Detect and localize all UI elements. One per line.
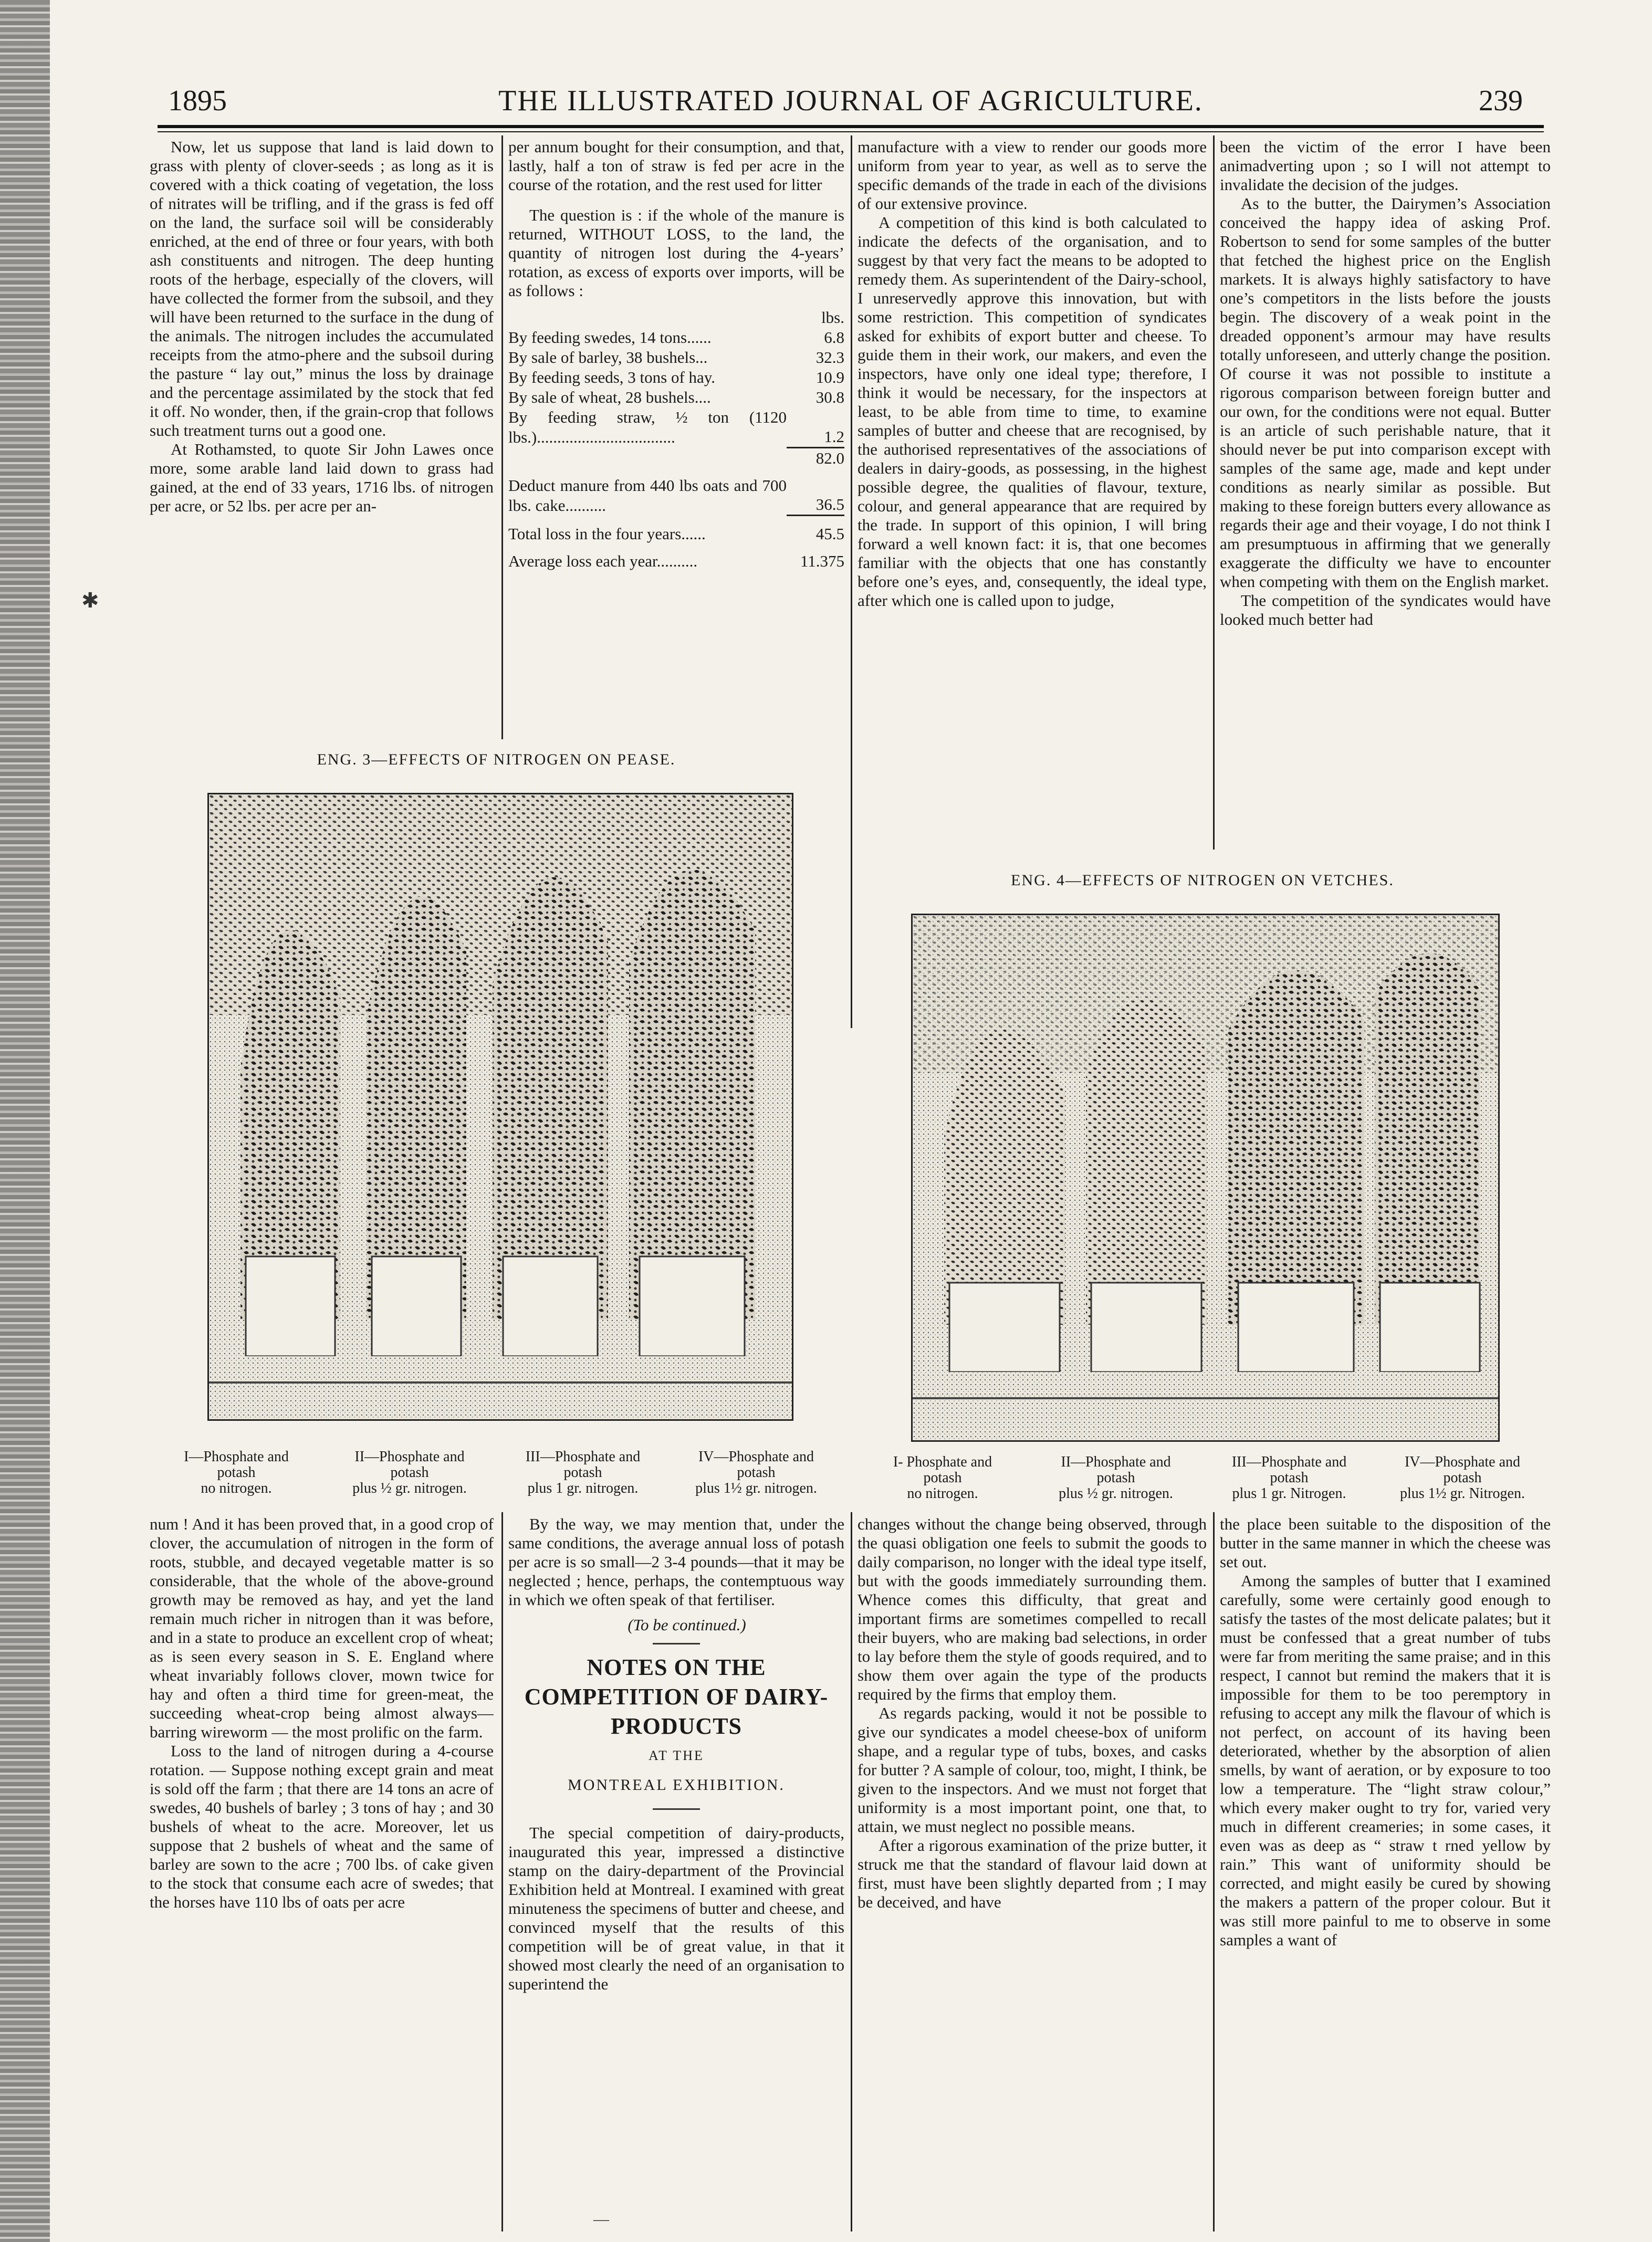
table-row: By feeding seeds, 3 tons of hay. 10.9 <box>508 368 844 386</box>
header-rule-thin <box>158 131 1544 132</box>
page-binding-edge <box>0 0 50 2242</box>
column-3-bottom <box>858 1515 1207 2234</box>
ink-speck: — <box>593 2210 609 2228</box>
pot-label: III—Phosphate and potash plus 1 gr. Nitrogen. <box>1231 1454 1347 1502</box>
paragraph: The question is : if the whole of the manure is returned, WITHOUT LOSS, to the land, the quantity of nitrogen lost during the 4-years’ rotation, as excess of exports over imports, will be as follows : <box>508 206 844 300</box>
pot-label: II—Phosphate and potash plus ½ gr. nitrogen. <box>1059 1454 1173 1502</box>
column-divider <box>501 1512 503 2231</box>
column-4-top <box>1220 138 1551 852</box>
table-row: By sale of barley, 38 bushels... 32.3 <box>508 348 844 366</box>
section-separator <box>653 1808 700 1810</box>
paragraph: num ! And it has been proved that, in a good crop of clover, the accumulation of nitrogen in the form of roots, stubble, and decayed vegetable matter is so considerable, that the whole of the above-ground growth may be removed as hay, and yet the land remain much richer in nitrogen than it was before, and in a state to produce an excellent crop of wheat; as is seen every season in S. E. England where wheat invariably follows clover, mown twice for hay and often a third time for green-meat, the succeeding wheat-crop being almost always— barring wireworm — the most prolific on the farm. <box>150 1515 494 1741</box>
column-3-top <box>858 138 1207 852</box>
table-unit: lbs. <box>821 308 844 327</box>
paragraph: By the way, we may mention that, under the same conditions, the average annual loss of potash per acre is so small—2 3-4 pounds—that it may be neglected ; hence, perhaps, the contemptuous way in which we often speak of that fertiliser. <box>508 1515 844 1609</box>
nitrogen-loss-table <box>508 308 844 571</box>
paragraph: At Rothamsted, to quote Sir John Lawes once more, some arable land laid down to grass had gained, at the end of 33 years, 1716 lbs. of nitrogen per acre, or 52 lbs. per acre per an- <box>150 440 494 515</box>
column-1-top <box>150 138 494 741</box>
paragraph: Among the samples of butter that I examined carefully, some were certainly good enough to satisfy the tastes of the most delicate palates; but it must be confessed that a great number of tubs were far from meriting the same praise; and in this respect, I cannot but remind the makers that it is impossible for them to be too peremptory in refusing to accept any milk the flavour of which is not perfect, on account of its having been deteriorated, whether by the absorption of alien smells, by want of aeration, or by exposure to too low a temperature. The “light straw colour,” which every maker ought to try for, varied very much in different creameries; in some cases, it even was as deep as “ straw t rned yellow by rain.” This want of uniformity should be corrected, and might easily be cured by showing the makers a pattern of the proper colour. But it was still more painful to me to observe in some samples a want of <box>1220 1572 1551 1949</box>
paragraph: A competition of this kind is both calculated to indicate the defects of the organisation, and to suggest by that very fact the means to be adopted to remedy them. As superintendent of the Dairy-school, I unreservedly approve this innovation, but with some restriction. This competition of syndicates asked for exhibits of export butter and cheese. To guide them in their work, our makers, and even the inspectors, have only one ideal type; therefore, I think it would be necessary, for the inspectors at least, to be able from time to time, to examine samples of butter and cheese that are recognised, by the authorised representatives of the associations of dealers in dairy-goods, as possessing, in the highest possible degree, the qualities of flavour, texture, colour, and general appearance that are required by the trade. In support of this opinion, I will bring forward a well known fact: it is, that one becomes familiar with the objects that one has constantly before one’s eyes, and, consequently, the ideal type, after which one is called upon to judge, <box>858 213 1207 610</box>
header-title: THE ILLUSTRATED JOURNAL OF AGRICULTURE. <box>498 85 1203 117</box>
pot-label: IV—Phosphate and potash plus 1½ gr. nitrogen. <box>695 1449 817 1496</box>
paragraph: The special competition of dairy-products, inaugurated this year, impressed a distinctive stamp on the dairy-department of the Provincial Exhibition held at Montreal. I examined with great minuteness the specimens of butter and cheese, and convinced myself that the results of this competition will be of great value, in that it showed most clearly the need of an organisation to superintend the <box>508 1824 844 1993</box>
column-2-bottom <box>508 1515 844 2234</box>
table-row: By feeding straw, ½ ton (1120 lbs.).................................. 1.2 <box>508 408 844 446</box>
column-divider <box>851 1512 852 2231</box>
ink-speck: ✱ <box>81 589 99 612</box>
paragraph: manufacture with a view to render our goods more uniform from year to year, as well as to serve the specific demands of the trade in each of the divisions of our extensive province. <box>858 138 1207 213</box>
figure-3-pease-photo <box>207 793 793 1421</box>
running-header <box>158 84 1544 121</box>
table-total-row: Total loss in the four years...... 45.5 <box>508 516 844 544</box>
column-divider <box>501 135 503 739</box>
article-heading: NOTES ON THE COMPETITION OF DAIRY-PRODUCTS <box>524 1654 829 1739</box>
paragraph: the place been suitable to the disposition of the butter in the same manner in which the cheese was set out. <box>1220 1515 1551 1571</box>
paragraph: changes without the change being observed, through the quasi obligation one feels to submit the goods to daily comparison, no longer with the ideal type itself, but with the goods immediately surrounding them. Whence comes this difficulty, that great and important firms are sometimes compelled to recall their buyers, who are making bad selections, in order to lay before them the style of goods required, and to show them over again the type of the products required by the firms that employ them. <box>858 1515 1207 1703</box>
to-be-continued: (To be continued.) <box>628 1616 746 1634</box>
table-row: Deduct manure from 440 lbs oats and 700 lbs. cake.......... 36.5 <box>508 476 844 515</box>
header-page-number: 239 <box>1479 85 1523 117</box>
paragraph: As regards packing, would it not be possible to give our syndicates a model cheese-box of uniform shape, and a regular type of tubs, boxes, and casks for butter ? A sample of colour, too, might, I think, be given to the inspectors. And we must not forget that uniformity is a most important point, one that, to attain, we must neglect no possible means. <box>858 1704 1207 1836</box>
paragraph: per annum bought for their consumption, and that, lastly, half a ton of straw is fed per acre in the course of the rotation, and the rest used for litter <box>508 138 844 194</box>
header-rule <box>158 125 1544 128</box>
paragraph: been the victim of the error I have been animadverting upon ; so I will not attempt to invalidate the decision of the judges. <box>1220 138 1551 194</box>
column-1-bottom <box>150 1515 494 2234</box>
pot-label: III—Phosphate and potash plus 1 gr. nitrogen. <box>525 1449 641 1496</box>
pot-label: IV—Phosphate and potash plus 1½ gr. Nitrogen. <box>1400 1454 1525 1502</box>
figure-3-pot-labels <box>150 1449 843 1496</box>
figure-4-caption: ENG. 4—EFFECTS OF NITROGEN ON VETCHES. <box>1011 872 1394 889</box>
table-row: By sale of wheat, 28 bushels.... 30.8 <box>508 388 844 406</box>
column-divider <box>851 135 852 1028</box>
paragraph: Now, let us suppose that land is laid down to grass with plenty of clover-seeds ; as long as it is covered with a thick coating of vegetation, the loss of nitrates will be trifling, and if the grass is fed off on the land, the surface soil will be considerably enriched, at the end of three or four years, with both ash constituents and nitrogen. The deep hunting roots of the herbage, especially of the clovers, will have collected the former from the subsoil, and they will have been returned to the surface in the dung of the animals. The nitrogen includes the accumulated receipts from the atmo-phere and the subsoil during the pasture “ lay out,” minus the loss by drainage and the percentage assimilated by the stock that fed it off. No wonder, then, if the grain-crop that follows such treatment turns out a good one. <box>150 138 494 439</box>
column-divider <box>1213 1512 1215 2231</box>
paragraph: The competition of the syndicates would have looked much better had <box>1220 591 1551 628</box>
pot-label: I- Phosphate and potash no nitrogen. <box>893 1454 992 1502</box>
column-2-top <box>508 138 844 741</box>
table-row: By feeding swedes, 14 tons...... 6.8 <box>508 328 844 347</box>
table-subtotal-row: 82.0 <box>508 447 844 468</box>
column-4-bottom <box>1220 1515 1551 2234</box>
pot-label: II—Phosphate and potash plus ½ gr. nitrogen. <box>352 1449 467 1496</box>
figure-3-caption: ENG. 3—EFFECTS OF NITROGEN ON PEASE. <box>317 751 676 768</box>
section-separator <box>653 1643 700 1644</box>
article-at-the: AT THE <box>649 1748 704 1763</box>
column-divider <box>1213 135 1215 850</box>
paragraph: After a rigorous examination of the prize butter, it struck me that the standard of flavour laid down at first, must have been slightly departed from ; I may be deceived, and have <box>858 1836 1207 1911</box>
figure-4-vetches-photo <box>911 914 1500 1442</box>
pot-label: I—Phosphate and potash no nitrogen. <box>184 1449 289 1496</box>
header-year: 1895 <box>168 85 227 117</box>
table-average-row: Average loss each year.......... 11.375 <box>508 551 844 570</box>
paragraph: As to the butter, the Dairymen’s Association conceived the happy idea of asking Prof. Robertson to send for some samples of the butter that fetched the highest price on the English markets. It is always highly satisfactory to have one’s competitors in the lists before the jousts begin. The discovery of a weak point in the dreaded opponent’s armour may have results totally unforeseen, and utterly change the position. Of course it was not possible to institute a rigorous comparison between foreign butter and our own, for the conditions were not equal. Butter is an article of such perishable nature, that it should never be put into comparison except with samples of the same age, made and kept under conditions as nearly similar as possible. But making to these foreign butters every allowance as regards their age and their voyage, I do not think I am presumptuous in affirming that we generally exaggerate the difficulty we have to encounter when competing with them on the English market. <box>1220 194 1551 591</box>
paragraph: Loss to the land of nitrogen during a 4-course rotation. — Suppose nothing except grain and meat is sold off the farm ; that there are 14 tons an acre of swedes, 40 bushels of barley ; 3 tons of hay ; and 30 bushels of wheat to the acre. Moreover, let us suppose that 2 bushels of wheat and the same of barley are sown to the acre ; 700 lbs. of cake given to the stock that consume each acre of swedes; that the horses have 110 lbs of oats per acre <box>150 1742 494 1911</box>
figure-4-pot-labels <box>856 1454 1549 1502</box>
article-subheading: MONTREAL EXHIBITION. <box>568 1776 785 1794</box>
